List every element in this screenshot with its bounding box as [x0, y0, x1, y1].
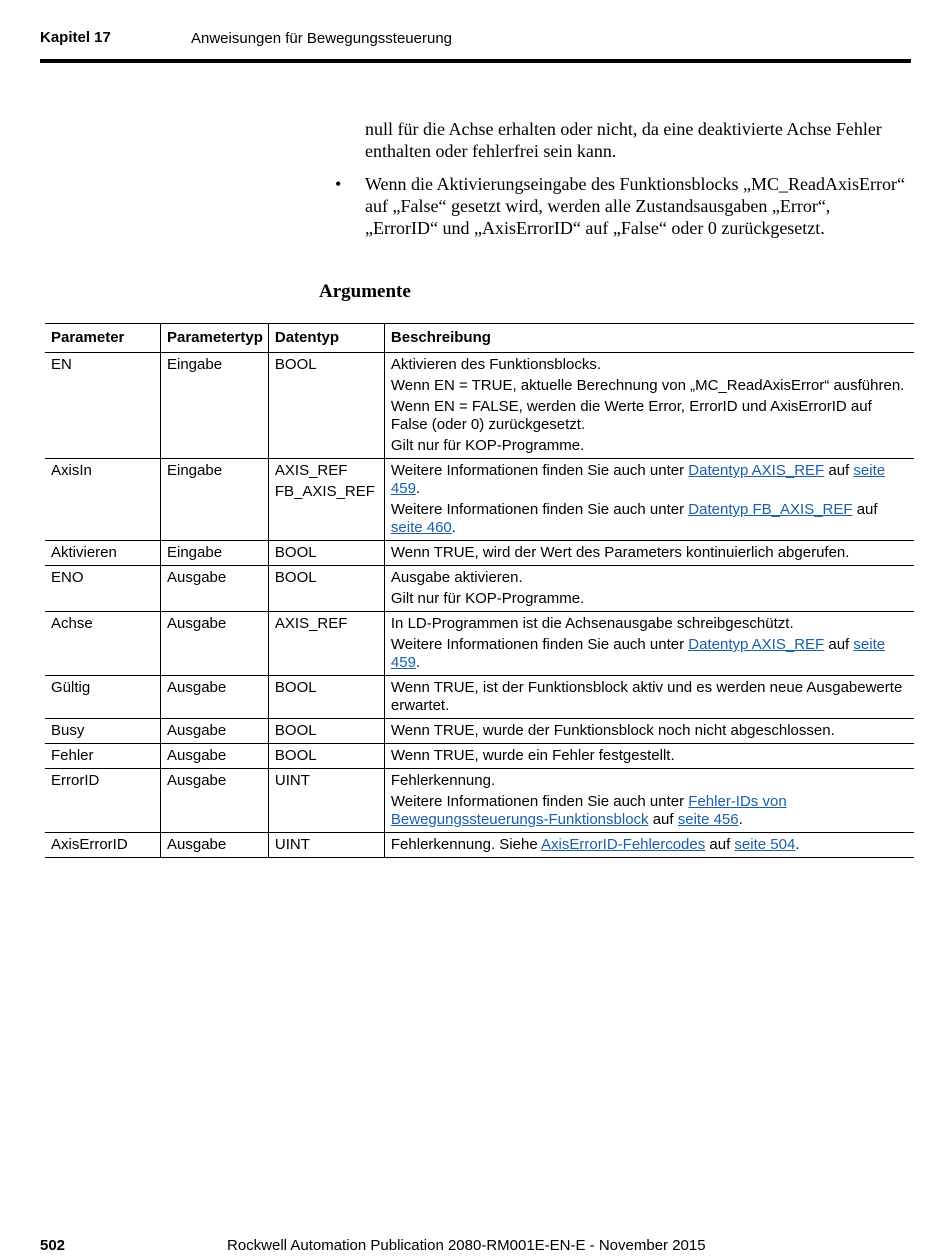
continuation-paragraph: null für die Achse erhalten oder nicht, da eine deaktivierte Achse Fehler enthalten oder fehlerfrei sein kann.	[365, 119, 882, 161]
reference-link[interactable]: AxisErrorID-Fehlercodes	[541, 836, 706, 853]
data-type-value: UINT	[274, 836, 310, 853]
data-type-value: AXIS_REF	[274, 462, 348, 479]
parameter-cell: Aktivieren	[45, 541, 161, 566]
description-text: .	[795, 836, 800, 853]
data-type-cell	[268, 566, 384, 612]
description-cell	[384, 769, 914, 833]
bullet-item	[335, 173, 905, 239]
parameter-cell: Gültig	[45, 676, 161, 719]
description-text: .	[738, 811, 743, 828]
page-link[interactable]: seite 504	[734, 836, 796, 853]
reference-link[interactable]: Datentyp AXIS_REF	[688, 462, 825, 479]
data-type-value: BOOL	[274, 679, 317, 696]
description-cell	[384, 541, 914, 566]
description-text: Fehlerkennung. Siehe	[390, 836, 542, 853]
reference-link[interactable]: Fehler-IDs von Bewegungssteuerungs-Funktionsblock	[390, 793, 787, 828]
description-cell	[384, 459, 914, 541]
data-type-cell	[268, 676, 384, 719]
parameter-type-cell: Eingabe	[161, 459, 269, 541]
description-paragraph: Gilt nur für KOP-Programme.	[390, 590, 585, 607]
section-heading: Argumente	[319, 281, 411, 302]
parameter-type-cell: Eingabe	[161, 541, 269, 566]
description-paragraph: Ausgabe aktivieren.	[390, 569, 523, 586]
data-type-cell	[268, 719, 384, 744]
column-header: Beschreibung	[384, 324, 914, 353]
description-paragraph: Gilt nur für KOP-Programme.	[390, 437, 585, 454]
data-type-value: AXIS_REF	[274, 615, 348, 632]
page-header	[40, 29, 911, 63]
parameter-type-cell: Eingabe	[161, 353, 269, 459]
description-paragraph	[391, 836, 909, 854]
description-text: Weitere Informationen finden Sie auch unter	[390, 793, 689, 810]
description-paragraph	[391, 462, 909, 498]
reference-link[interactable]: Datentyp AXIS_REF	[688, 636, 825, 653]
table-header-row	[45, 324, 914, 353]
parameter-cell: AxisErrorID	[45, 833, 161, 858]
table-row	[45, 769, 914, 833]
page-link[interactable]: seite 460	[390, 519, 452, 536]
publication-info: Rockwell Automation Publication 2080-RM001E-EN-E - November 2015	[227, 1237, 706, 1254]
description-paragraph: Wenn EN = TRUE, aktuelle Berechnung von „MC_ReadAxisError“ ausführen.	[390, 377, 905, 394]
parameter-type-cell: Ausgabe	[161, 676, 269, 719]
intro-text	[335, 118, 905, 239]
description-text: auf	[852, 501, 878, 518]
description-text: .	[415, 654, 421, 671]
description-cell	[384, 833, 914, 858]
parameter-cell: EN	[45, 353, 161, 459]
data-type-value: BOOL	[274, 569, 317, 586]
description-paragraph: Aktivieren des Funktionsblocks.	[390, 356, 601, 373]
description-text: Weitere Informationen finden Sie auch unter	[390, 636, 689, 653]
data-type-cell	[268, 769, 384, 833]
description-paragraph: Wenn TRUE, wurde der Funktionsblock noch nicht abgeschlossen.	[390, 722, 835, 739]
description-cell	[384, 719, 914, 744]
data-type-value: UINT	[274, 772, 310, 789]
data-type-cell	[268, 833, 384, 858]
description-paragraph: Fehlerkennung.	[390, 772, 496, 789]
table-row	[45, 353, 914, 459]
description-paragraph	[391, 501, 909, 537]
description-cell	[384, 353, 914, 459]
parameter-cell: Fehler	[45, 744, 161, 769]
data-type-value: BOOL	[274, 356, 317, 373]
description-paragraph	[391, 793, 909, 829]
parameter-type-cell: Ausgabe	[161, 719, 269, 744]
parameter-type-cell: Ausgabe	[161, 769, 269, 833]
column-header: Datentyp	[268, 324, 384, 353]
description-cell	[384, 612, 914, 676]
description-text: .	[415, 480, 421, 497]
table-row	[45, 459, 914, 541]
reference-link[interactable]: Datentyp FB_AXIS_REF	[688, 501, 853, 518]
data-type-cell	[268, 612, 384, 676]
description-paragraph: Wenn EN = FALSE, werden die Werte Error, ErrorID und AxisErrorID auf False (oder 0) zurückgesetzt.	[390, 398, 872, 433]
data-type-value: BOOL	[274, 722, 317, 739]
description-text: Weitere Informationen finden Sie auch unter	[390, 501, 689, 518]
description-paragraph	[391, 636, 909, 672]
parameter-type-cell: Ausgabe	[161, 566, 269, 612]
bullet-icon: •	[335, 174, 342, 194]
data-type-value: BOOL	[274, 544, 317, 561]
bullet-text: Wenn die Aktivierungseingabe des Funktionsblocks „MC_ReadAxisError“ auf „False“ gesetzt wird, werden alle Zustandsausgaben „Error“, „ErrorID“ und „AxisErrorID“ auf „False“ oder 0 zurückgesetzt.	[365, 174, 905, 238]
page-link[interactable]: seite 459	[390, 636, 886, 671]
parameter-cell: Busy	[45, 719, 161, 744]
description-paragraph: Wenn TRUE, wurde ein Fehler festgestellt.	[390, 747, 675, 764]
column-header: Parameter	[45, 324, 161, 353]
description-cell	[384, 676, 914, 719]
description-text: auf	[824, 636, 854, 653]
description-paragraph: Wenn TRUE, wird der Wert des Parameters kontinuierlich abgerufen.	[390, 544, 850, 561]
table-row	[45, 744, 914, 769]
data-type-cell	[268, 459, 384, 541]
page-link[interactable]: seite 456	[677, 811, 739, 828]
chapter-title: Anweisungen für Bewegungssteuerung	[191, 30, 453, 47]
page-link[interactable]: seite 459	[390, 462, 886, 497]
parameter-type-cell: Ausgabe	[161, 612, 269, 676]
parameter-cell: AxisIn	[45, 459, 161, 541]
table-row	[45, 676, 914, 719]
description-paragraph: In LD-Programmen ist die Achsenausgabe schreibgeschützt.	[390, 615, 794, 632]
description-text: Weitere Informationen finden Sie auch unter	[390, 462, 689, 479]
table-row	[45, 566, 914, 612]
parameter-type-cell: Ausgabe	[161, 833, 269, 858]
data-type-value: FB_AXIS_REF	[274, 483, 375, 500]
description-cell	[384, 744, 914, 769]
table-body	[45, 353, 914, 858]
parameter-cell: Achse	[45, 612, 161, 676]
chapter-label: Kapitel 17	[40, 29, 111, 46]
parameter-type-cell: Ausgabe	[161, 744, 269, 769]
parameter-cell: ErrorID	[45, 769, 161, 833]
description-cell	[384, 566, 914, 612]
table-row	[45, 541, 914, 566]
data-type-cell	[268, 353, 384, 459]
table-row	[45, 719, 914, 744]
arguments-table	[45, 323, 914, 858]
data-type-cell	[268, 744, 384, 769]
table-row	[45, 612, 914, 676]
description-text: auf	[648, 811, 678, 828]
description-paragraph: Wenn TRUE, ist der Funktionsblock aktiv und es werden neue Ausgabewerte erwartet.	[390, 679, 903, 714]
parameter-cell: ENO	[45, 566, 161, 612]
description-text: .	[451, 519, 456, 536]
page-number: 502	[40, 1237, 66, 1254]
column-header: Parametertyp	[161, 324, 269, 353]
data-type-cell	[268, 541, 384, 566]
description-text: auf	[824, 462, 854, 479]
data-type-value: BOOL	[274, 747, 317, 764]
description-text: auf	[705, 836, 735, 853]
table-row	[45, 833, 914, 858]
